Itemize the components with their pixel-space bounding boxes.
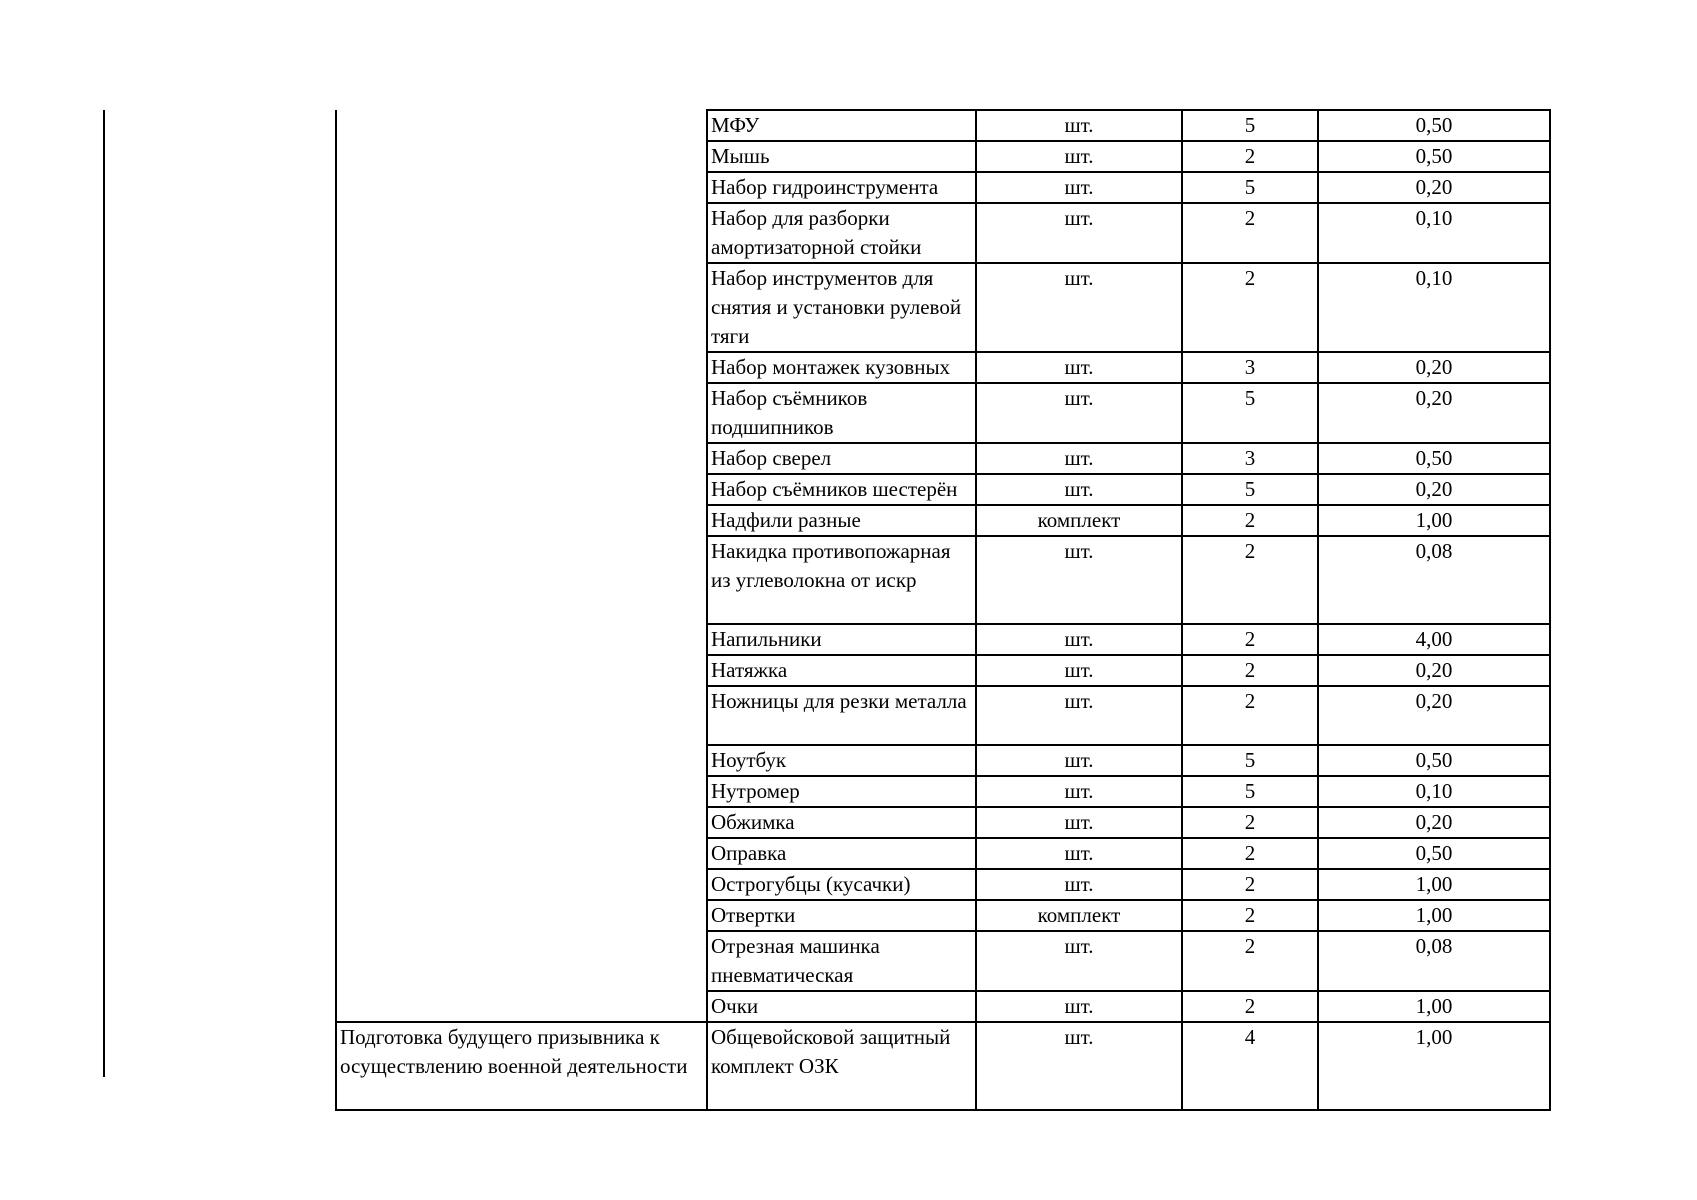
unit-cell: шт. <box>976 624 1182 655</box>
section-cell <box>336 203 707 263</box>
unit-cell: шт. <box>976 172 1182 203</box>
quantity-cell: 2 <box>1182 624 1318 655</box>
item-name-cell: Набор гидроинструмента <box>707 172 976 203</box>
norm-cell: 0,08 <box>1318 536 1550 624</box>
table-row <box>336 110 1550 141</box>
table-row <box>336 505 1550 536</box>
unit-cell: шт. <box>976 1022 1182 1110</box>
unit-cell: комплект <box>976 505 1182 536</box>
item-name-cell: МФУ <box>707 110 976 141</box>
table-row <box>336 991 1550 1022</box>
table-row <box>336 1022 1550 1110</box>
equipment-table <box>335 109 1551 1111</box>
section-cell <box>336 931 707 991</box>
quantity-cell: 2 <box>1182 991 1318 1022</box>
unit-cell: шт. <box>976 203 1182 263</box>
section-cell <box>336 776 707 807</box>
section-cell <box>336 443 707 474</box>
section-cell <box>336 655 707 686</box>
table-row <box>336 383 1550 443</box>
unit-cell: шт. <box>976 991 1182 1022</box>
unit-cell: шт. <box>976 776 1182 807</box>
norm-cell: 0,08 <box>1318 931 1550 991</box>
unit-cell: шт. <box>976 443 1182 474</box>
quantity-cell: 2 <box>1182 807 1318 838</box>
quantity-cell: 2 <box>1182 263 1318 352</box>
section-cell <box>336 900 707 931</box>
item-name-cell: Набор сверел <box>707 443 976 474</box>
table-row <box>336 352 1550 383</box>
unit-cell: шт. <box>976 745 1182 776</box>
quantity-cell: 3 <box>1182 443 1318 474</box>
norm-cell: 0,20 <box>1318 383 1550 443</box>
unit-cell: шт. <box>976 686 1182 745</box>
quantity-cell: 5 <box>1182 776 1318 807</box>
table-row <box>336 807 1550 838</box>
norm-cell: 0,50 <box>1318 838 1550 869</box>
quantity-cell: 2 <box>1182 686 1318 745</box>
table-row <box>336 624 1550 655</box>
table-row <box>336 776 1550 807</box>
table-row <box>336 686 1550 745</box>
section-cell: Подготовка будущего призывника к осуществлению военной деятельности <box>336 1022 707 1110</box>
table-row <box>336 203 1550 263</box>
section-cell <box>336 352 707 383</box>
quantity-cell: 4 <box>1182 1022 1318 1110</box>
section-cell <box>336 141 707 172</box>
quantity-cell: 2 <box>1182 141 1318 172</box>
quantity-cell: 2 <box>1182 203 1318 263</box>
item-name-cell: Оправка <box>707 838 976 869</box>
section-cell <box>336 172 707 203</box>
norm-cell: 0,10 <box>1318 203 1550 263</box>
item-name-cell: Ножницы для резки металла <box>707 686 976 745</box>
item-name-cell: Отвертки <box>707 900 976 931</box>
table-row <box>336 263 1550 352</box>
table-row <box>336 869 1550 900</box>
table-row <box>336 474 1550 505</box>
quantity-cell: 2 <box>1182 655 1318 686</box>
section-cell <box>336 991 707 1022</box>
norm-cell: 0,50 <box>1318 443 1550 474</box>
norm-cell: 0,50 <box>1318 110 1550 141</box>
item-name-cell: Набор съёмников шестерён <box>707 474 976 505</box>
norm-cell: 4,00 <box>1318 624 1550 655</box>
section-cell <box>336 838 707 869</box>
norm-cell: 1,00 <box>1318 991 1550 1022</box>
quantity-cell: 2 <box>1182 869 1318 900</box>
unit-cell: шт. <box>976 807 1182 838</box>
quantity-cell: 2 <box>1182 536 1318 624</box>
item-name-cell: Набор инструментов для снятия и установки рулевой тяги <box>707 263 976 352</box>
unit-cell: шт. <box>976 931 1182 991</box>
unit-cell: шт. <box>976 383 1182 443</box>
item-name-cell: Набор монтажек кузовных <box>707 352 976 383</box>
section-cell <box>336 536 707 624</box>
item-name-cell: Надфили разные <box>707 505 976 536</box>
item-name-cell: Нутромер <box>707 776 976 807</box>
section-cell <box>336 110 707 141</box>
item-name-cell: Общевойсковой защитный комплект ОЗК <box>707 1022 976 1110</box>
table-row <box>336 536 1550 624</box>
norm-cell: 0,10 <box>1318 776 1550 807</box>
left-column-rule <box>103 110 105 1077</box>
table-row <box>336 931 1550 991</box>
unit-cell: шт. <box>976 352 1182 383</box>
table-row <box>336 172 1550 203</box>
unit-cell: шт. <box>976 536 1182 624</box>
section-cell <box>336 474 707 505</box>
norm-cell: 1,00 <box>1318 1022 1550 1110</box>
unit-cell: комплект <box>976 900 1182 931</box>
section-cell <box>336 745 707 776</box>
item-name-cell: Ноутбук <box>707 745 976 776</box>
item-name-cell: Натяжка <box>707 655 976 686</box>
unit-cell: шт. <box>976 110 1182 141</box>
quantity-cell: 2 <box>1182 505 1318 536</box>
item-name-cell: Мышь <box>707 141 976 172</box>
section-cell <box>336 505 707 536</box>
item-name-cell: Набор для разборки амортизаторной стойки <box>707 203 976 263</box>
quantity-cell: 2 <box>1182 900 1318 931</box>
norm-cell: 0,20 <box>1318 807 1550 838</box>
item-name-cell: Обжимка <box>707 807 976 838</box>
table-row <box>336 443 1550 474</box>
item-name-cell: Накидка противопожарная из углеволокна от искр <box>707 536 976 624</box>
norm-cell: 1,00 <box>1318 505 1550 536</box>
norm-cell: 0,10 <box>1318 263 1550 352</box>
norm-cell: 1,00 <box>1318 900 1550 931</box>
unit-cell: шт. <box>976 474 1182 505</box>
item-name-cell: Отрезная машинка пневматическая <box>707 931 976 991</box>
item-name-cell: Острогубцы (кусачки) <box>707 869 976 900</box>
section-cell <box>336 807 707 838</box>
table-row <box>336 745 1550 776</box>
norm-cell: 0,50 <box>1318 141 1550 172</box>
quantity-cell: 3 <box>1182 352 1318 383</box>
quantity-cell: 2 <box>1182 931 1318 991</box>
norm-cell: 0,20 <box>1318 474 1550 505</box>
item-name-cell: Напильники <box>707 624 976 655</box>
norm-cell: 0,20 <box>1318 172 1550 203</box>
norm-cell: 0,20 <box>1318 655 1550 686</box>
norm-cell: 0,20 <box>1318 352 1550 383</box>
norm-cell: 1,00 <box>1318 869 1550 900</box>
norm-cell: 0,50 <box>1318 745 1550 776</box>
item-name-cell: Очки <box>707 991 976 1022</box>
quantity-cell: 5 <box>1182 745 1318 776</box>
table-row <box>336 141 1550 172</box>
quantity-cell: 5 <box>1182 474 1318 505</box>
quantity-cell: 5 <box>1182 383 1318 443</box>
unit-cell: шт. <box>976 838 1182 869</box>
unit-cell: шт. <box>976 869 1182 900</box>
quantity-cell: 5 <box>1182 172 1318 203</box>
norm-cell: 0,20 <box>1318 686 1550 745</box>
section-cell <box>336 263 707 352</box>
quantity-cell: 2 <box>1182 838 1318 869</box>
table-row <box>336 900 1550 931</box>
unit-cell: шт. <box>976 263 1182 352</box>
unit-cell: шт. <box>976 141 1182 172</box>
unit-cell: шт. <box>976 655 1182 686</box>
item-name-cell: Набор съёмников подшипников <box>707 383 976 443</box>
section-cell <box>336 686 707 745</box>
section-cell <box>336 869 707 900</box>
section-cell <box>336 624 707 655</box>
section-cell <box>336 383 707 443</box>
table-row <box>336 838 1550 869</box>
table-row <box>336 655 1550 686</box>
quantity-cell: 5 <box>1182 110 1318 141</box>
